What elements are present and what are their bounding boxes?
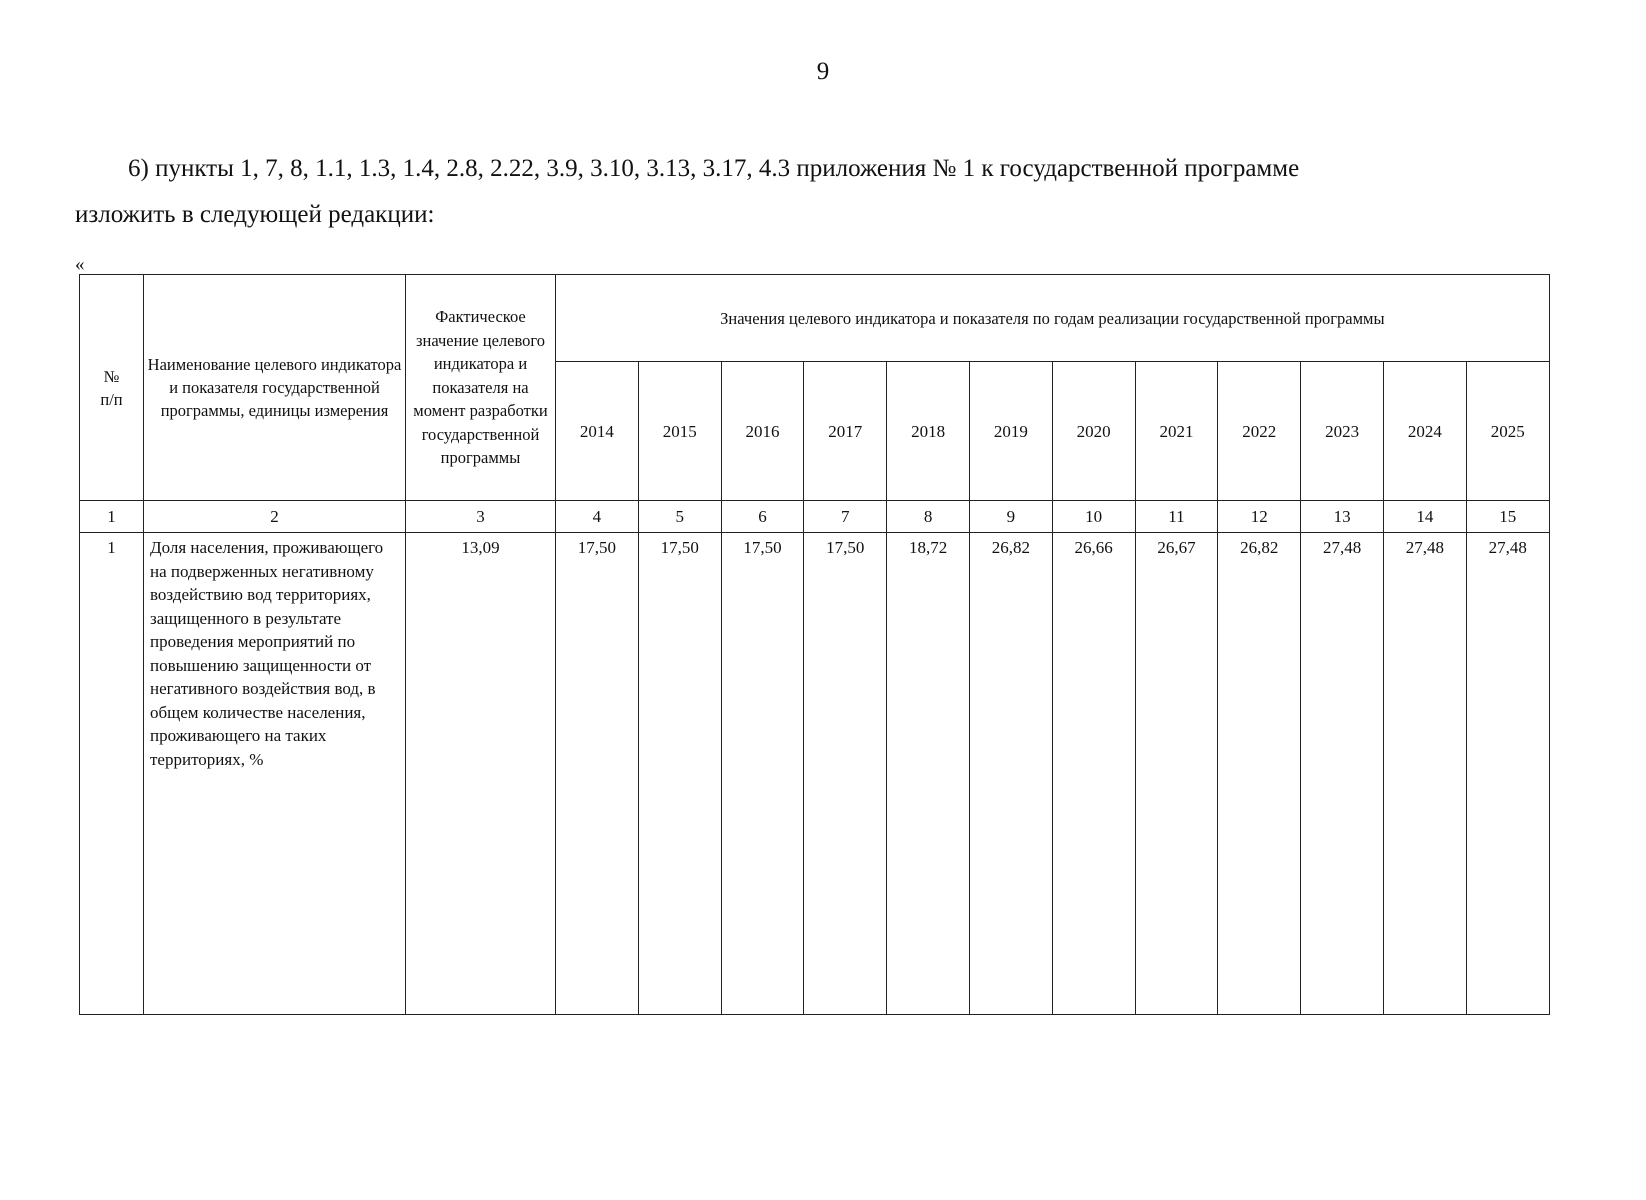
header-year: 2021 xyxy=(1135,362,1218,501)
column-number: 3 xyxy=(406,501,556,533)
header-row-1 xyxy=(80,275,1550,362)
header-year: 2023 xyxy=(1301,362,1384,501)
year-value: 17,50 xyxy=(556,533,639,1015)
year-value: 27,48 xyxy=(1383,533,1466,1015)
header-pp: п/п xyxy=(100,389,123,409)
column-number: 10 xyxy=(1052,501,1135,533)
header-year: 2025 xyxy=(1466,362,1549,501)
header-indicator-name: Наименование целевого индикатора и показателя государственной программы, единицы измерения xyxy=(144,275,406,501)
indicator-name: Доля населения, проживающего на подверженных негативному воздействию вод территориях, защищенного в результате проведения мероприятий по повышению защищенности от негативного воздействия вод, в общем количестве населения, проживающего на таких территориях, % xyxy=(144,533,406,1015)
year-value: 18,72 xyxy=(887,533,970,1015)
opening-quote-mark: « xyxy=(75,254,85,275)
year-value: 27,48 xyxy=(1301,533,1384,1015)
header-year: 2022 xyxy=(1218,362,1301,501)
header-actual-value: Фактическое значение целевого индикатора и показателя на момент разработки государственной программы xyxy=(406,275,556,501)
header-row-number xyxy=(80,275,144,501)
table-row xyxy=(80,533,1550,1015)
header-year: 2014 xyxy=(556,362,639,501)
header-no-sign: № xyxy=(103,366,120,386)
header-year: 2018 xyxy=(887,362,970,501)
intro-line-1: 6) пункты 1, 7, 8, 1.1, 1.3, 1.4, 2.8, 2.22, 3.9, 3.10, 3.13, 3.17, 4.3 приложения № 1 к государственной программе xyxy=(128,155,1300,182)
year-value: 26,82 xyxy=(969,533,1052,1015)
header-year: 2016 xyxy=(721,362,804,501)
header-year: 2017 xyxy=(804,362,887,501)
actual-value: 13,09 xyxy=(406,533,556,1015)
page-number: 9 xyxy=(816,58,830,85)
column-number: 14 xyxy=(1383,501,1466,533)
indicators-table xyxy=(79,274,1550,1015)
row-number: 1 xyxy=(80,533,144,1015)
column-number: 9 xyxy=(969,501,1052,533)
column-number: 13 xyxy=(1301,501,1384,533)
column-number: 5 xyxy=(638,501,721,533)
year-value: 27,48 xyxy=(1466,533,1549,1015)
column-number: 7 xyxy=(804,501,887,533)
header-years-group: Значения целевого индикатора и показателя по годам реализации государственной программы xyxy=(556,275,1550,362)
column-number: 8 xyxy=(887,501,970,533)
intro-paragraph xyxy=(75,146,1555,238)
year-value: 17,50 xyxy=(721,533,804,1015)
column-number: 11 xyxy=(1135,501,1218,533)
header-year: 2015 xyxy=(638,362,721,501)
year-value: 26,66 xyxy=(1052,533,1135,1015)
header-year: 2019 xyxy=(969,362,1052,501)
column-number: 6 xyxy=(721,501,804,533)
column-number: 2 xyxy=(144,501,406,533)
column-number: 12 xyxy=(1218,501,1301,533)
year-value: 17,50 xyxy=(804,533,887,1015)
column-number: 4 xyxy=(556,501,639,533)
intro-line-2: изложить в следующей редакции: xyxy=(75,201,435,228)
year-value: 26,67 xyxy=(1135,533,1218,1015)
column-number: 15 xyxy=(1466,501,1549,533)
header-year: 2020 xyxy=(1052,362,1135,501)
year-value: 17,50 xyxy=(638,533,721,1015)
column-number: 1 xyxy=(80,501,144,533)
column-number-row xyxy=(80,501,1550,533)
header-year: 2024 xyxy=(1383,362,1466,501)
year-value: 26,82 xyxy=(1218,533,1301,1015)
